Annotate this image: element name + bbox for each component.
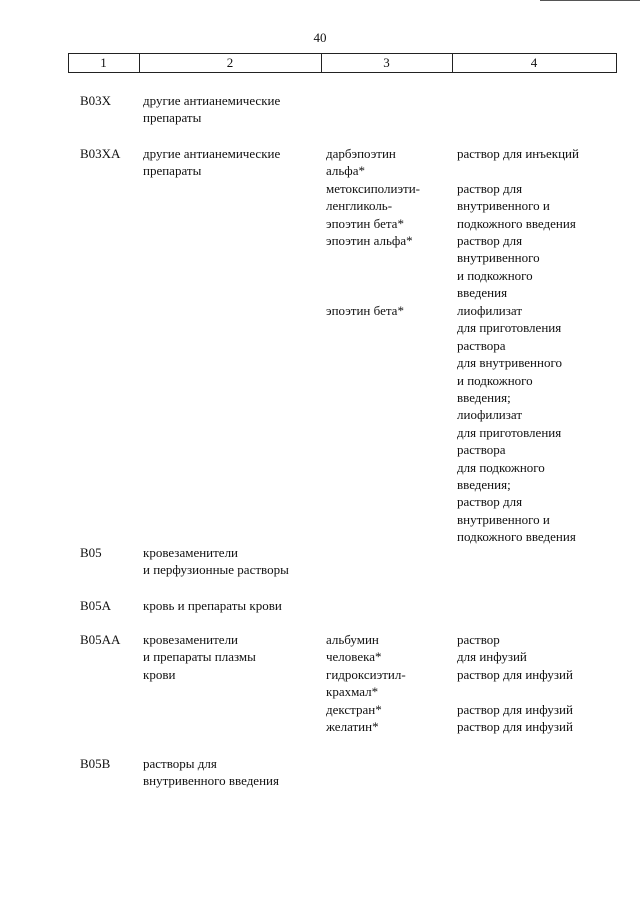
group-name: другие антианемические препараты <box>143 146 281 179</box>
group-name: кровезаменители и препараты плазмы крови <box>143 632 256 682</box>
dosage-forms: раствор для инъекций раствор для внутривенного и подкожного введения раствор для внутривенного и подкожного введения <box>457 146 579 301</box>
group-name: растворы для внутривенного введения <box>143 756 279 789</box>
group-name: кровезаменители и перфузионные растворы <box>143 545 289 578</box>
header-col-3: 3 <box>383 55 390 70</box>
atc-code: B05AA <box>80 632 121 647</box>
group-name: кровь и препараты крови <box>143 598 282 613</box>
header-col-1: 1 <box>100 55 107 70</box>
header-bottom-rule <box>68 72 616 73</box>
drug-names: эпоэтин бета* <box>326 303 404 318</box>
header-col-4: 4 <box>530 55 538 70</box>
atc-code: B03X <box>80 93 112 108</box>
drug-names: дарбэпоэтин альфа* метоксиполиэти- ленгликоль- эпоэтин бета* эпоэтин альфа* <box>326 146 421 249</box>
dosage-forms: лиофилизат для приготовления раствора для внутривенного и подкожного введения; лиофилизат для приготовления раствора для подкожного введения; раствор для внутривенного и подкожного введения <box>457 303 576 545</box>
atc-code: B05B <box>80 756 111 771</box>
atc-code: B05A <box>80 598 112 613</box>
header-divider <box>616 53 617 73</box>
atc-code: B05 <box>80 545 102 560</box>
drug-names: альбумин человека* гидроксиэтил- крахмал* декстран* желатин* <box>326 632 406 735</box>
atc-code: B03XA <box>80 146 121 161</box>
scan-edge-mark <box>540 0 640 1</box>
dosage-forms: раствор для инфузий раствор для инфузий раствор для инфузий раствор для инфузий <box>457 632 573 735</box>
header-top-rule <box>68 53 616 54</box>
header-col-2: 2 <box>226 55 234 70</box>
page-number: 40 <box>313 30 327 45</box>
group-name: другие антианемические препараты <box>143 93 281 126</box>
